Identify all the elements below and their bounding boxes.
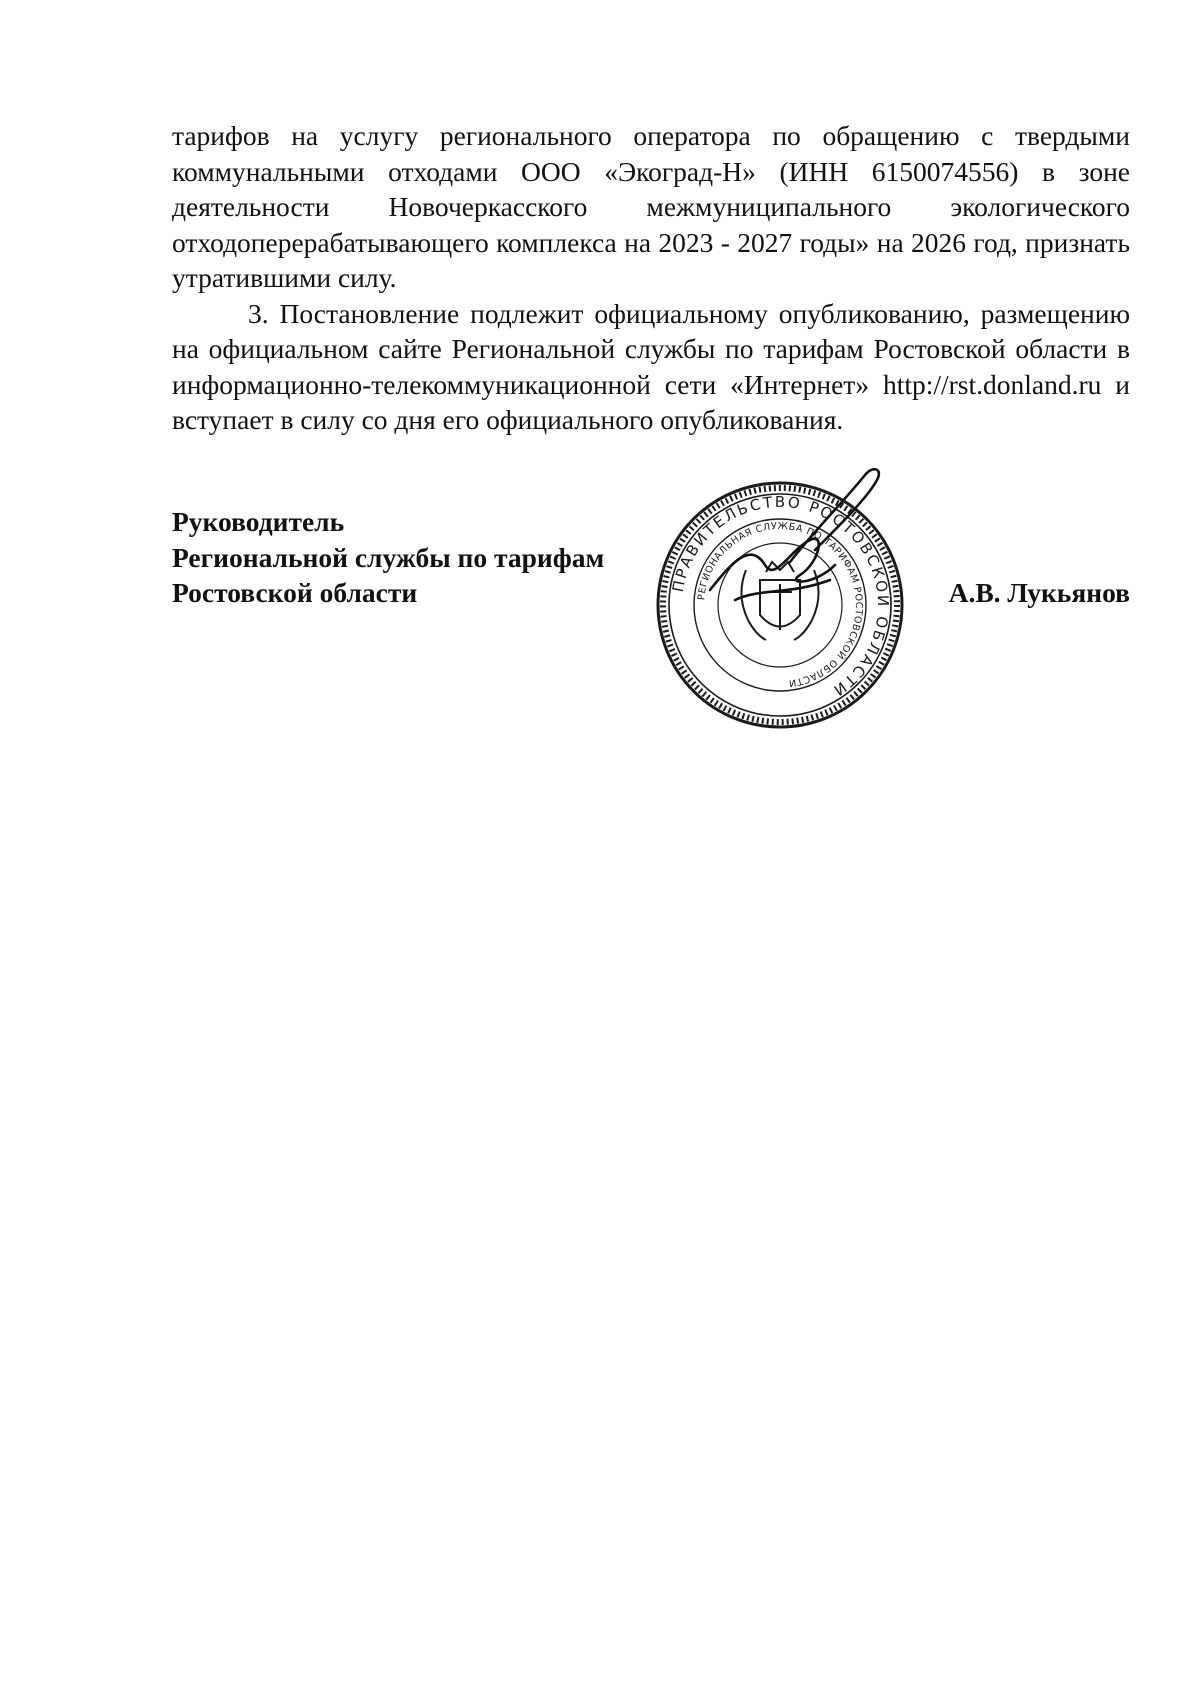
seal-inner-text: РЕГИОНАЛЬНАЯ СЛУЖБА ПО ТАРИФАМ РОСТОВСКОЙ ОБЛАСТИ <box>696 520 865 689</box>
paragraph-3-publication: 3. Постановление подлежит официальному опубликованию, размещению на официальном сайте Региональной службы по тарифам Ростовской области в информационно-телекоммуникационной сети «Интернет» http://rst.donland.ru и вступает в силу со дня его официального опубликования. <box>172 297 1130 435</box>
seal-icon <box>640 470 920 740</box>
paragraph-continuation: тарифов на услугу регионального оператора по обращению с твердыми коммунальными отходами ООО «Экоград-Н» (ИНН 6150074556) в зоне деятельности Новочеркасского межмуниципального экологического отходоперерабатывающего комплекса на 2023 - 2027 годы» на 2026 год, признать утратившими силу. <box>172 120 1130 293</box>
signature-title-line: Руководитель <box>172 506 345 537</box>
document-body <box>172 118 1130 438</box>
signature-title-line: Ростовской области <box>172 577 418 608</box>
official-seal-stamp <box>640 470 920 740</box>
seal-outer-text: ПРАВИТЕЛЬСТВО РОСТОВСКОЙ ОБЛАСТИ <box>668 492 893 701</box>
signature-title <box>172 504 604 611</box>
signatory-name: А.В. Лукьянов <box>948 577 1130 608</box>
signature-title-line: Региональной службы по тарифам <box>172 541 605 573</box>
